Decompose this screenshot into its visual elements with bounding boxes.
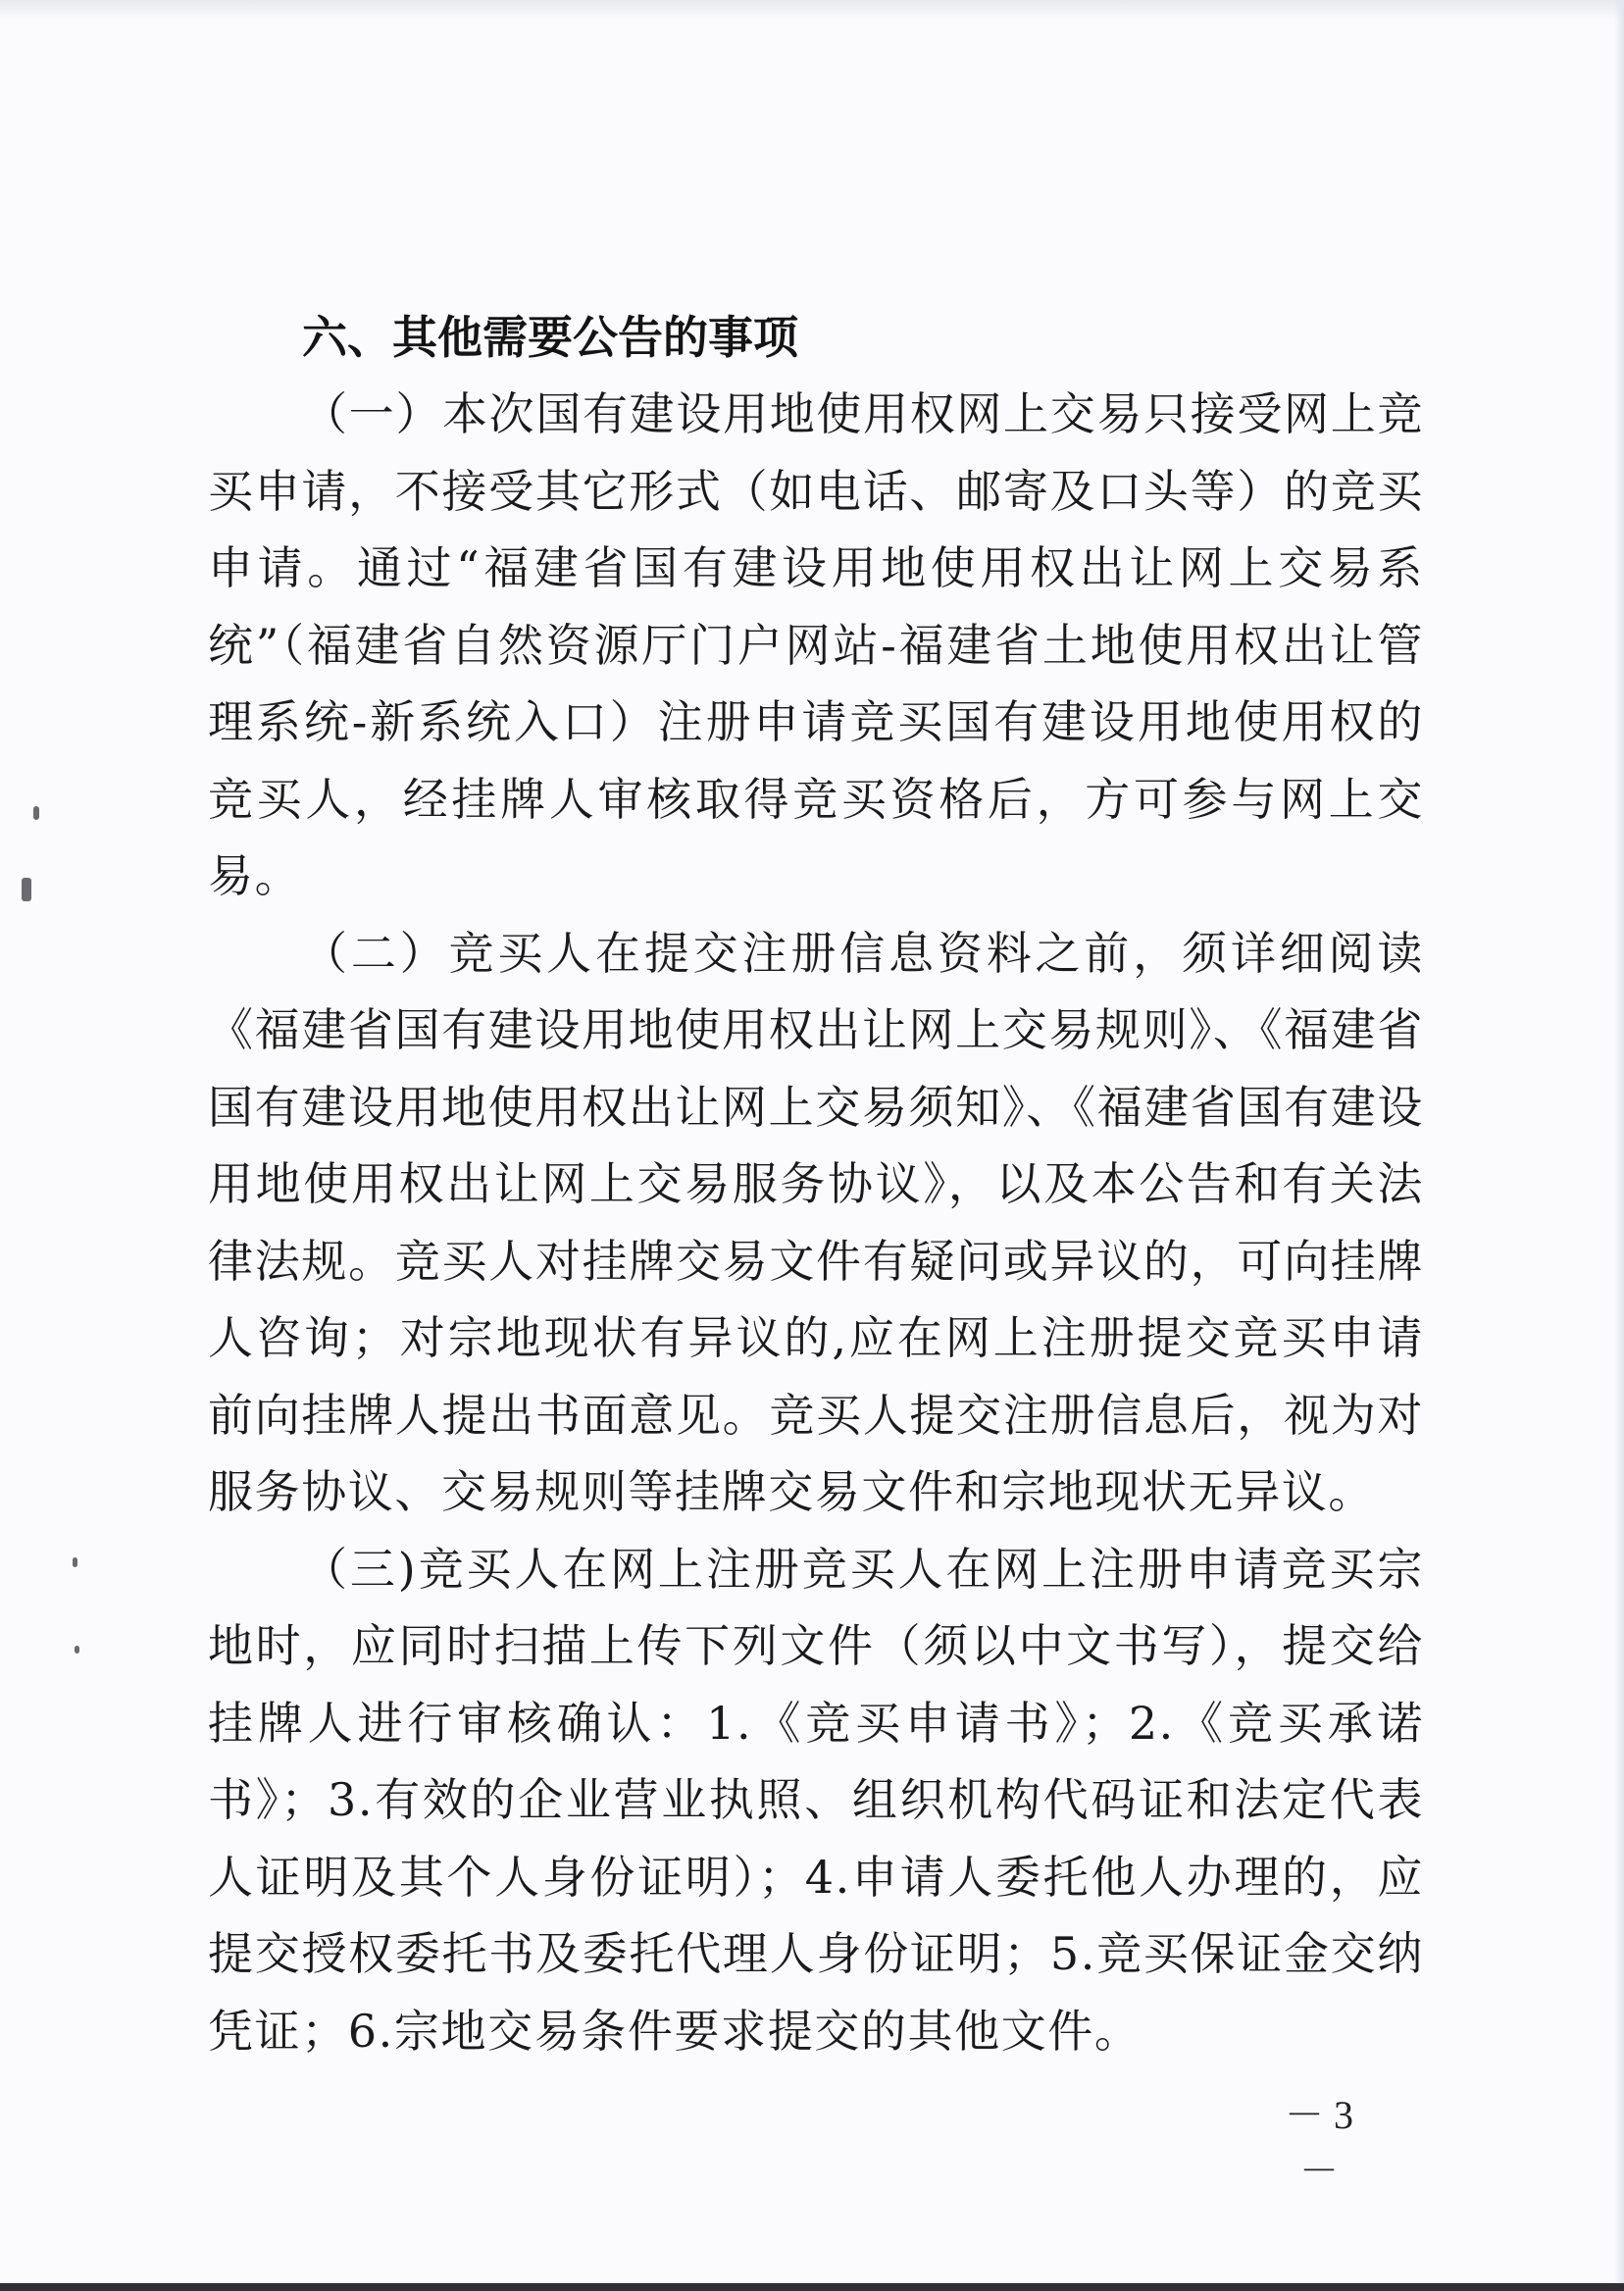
binder-mark (75, 1646, 79, 1654)
paragraph-1: （一）本次国有建设用地使用权网上交易只接受网上竞买申请，不接受其它形式（如电话、邮寄及口头等）的竞买申请。通过“福建省国有建设用地使用权出让网上交易系统”（福建省自然资源厅门户网站-福建省土地使用权出让管理系统-新系统入口）注册申请竞买国有建设用地使用权的竞买人，经挂牌人审核取得竞买资格后，方可参与网上交易。 (208, 387, 1424, 902)
document-body (208, 299, 1424, 2069)
scan-shadow-top (0, 0, 1624, 20)
binder-mark (33, 806, 39, 820)
scan-bottom-edge (0, 2283, 1624, 2291)
section-heading: 六、其他需要公告的事项 (302, 311, 798, 364)
paragraph-2: （二）竞买人在提交注册信息资料之前，须详细阅读《福建省国有建设用地使用权出让网上交易规则》、《福建省国有建设用地使用权出让网上交易须知》、《福建省国有建设用地使用权出让网上交易服务协议》，以及本公告和有关法律法规。竞买人对挂牌交易文件有疑问或异议的，可向挂牌人咨询；对宗地现状有异议的,应在网上注册提交竞买申请前向挂牌人提出书面意见。竞买人提交注册信息后，视为对服务协议、交易规则等挂牌交易文件和宗地现状无异议。 (208, 926, 1424, 1518)
paragraph-3: （三)竞买人在网上注册竞买人在网上注册申请竞买宗地时，应同时扫描上传下列文件（须以中文书写），提交给挂牌人进行审核确认：1.《竞买申请书》；2.《竞买承诺书》；3.有效的企业营业执照、组织机构代码证和法定代表人证明及其个人身份证明）；4.申请人委托他人办理的，应提交授权委托书及委托代理人身份证明；5.竞买保证金交纳凭证；6.宗地交易条件要求提交的其他文件。 (208, 1542, 1424, 2058)
scan-shadow-right (1614, 0, 1624, 2291)
binder-mark (22, 878, 31, 901)
page-number: － 3 － (1285, 2093, 1353, 2193)
binder-mark (73, 1557, 77, 1567)
